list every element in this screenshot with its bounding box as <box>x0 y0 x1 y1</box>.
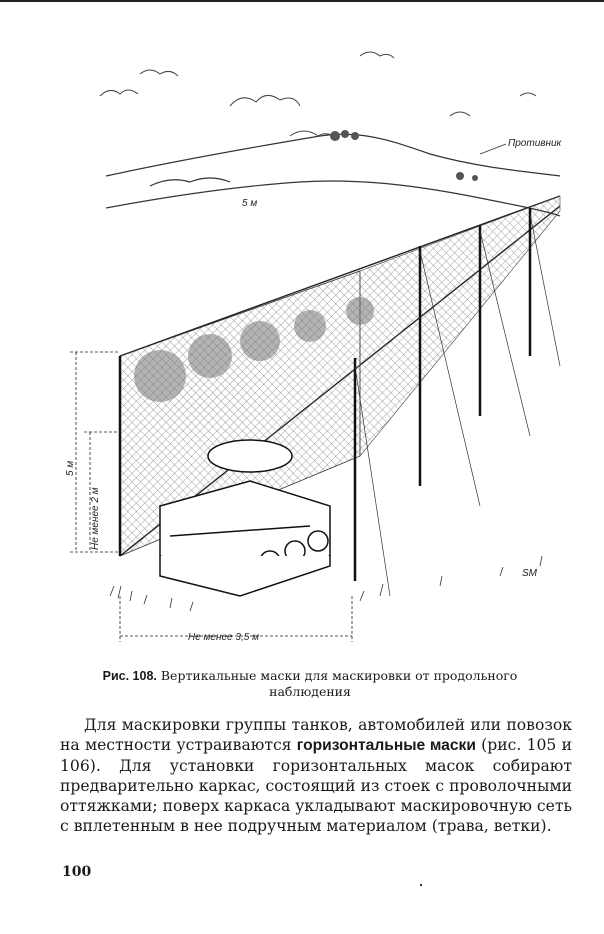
artist-signature: SM <box>522 568 537 579</box>
body-paragraph <box>60 715 572 836</box>
page-top-rule <box>0 0 604 2</box>
page-number: 100 <box>62 864 92 880</box>
camouflage-masks-drawing <box>60 36 580 656</box>
enemy-label: Противник <box>508 138 562 149</box>
body-text-part1: Для маскировки группы танков, автомобилей или повозок на местности устраиваются <box>60 716 572 754</box>
print-speck <box>420 884 422 886</box>
figure-caption-text: Вертикальные маски для маскировки от продольного наблюдения <box>160 668 518 699</box>
min-width-label: Не менее 3,5 м <box>188 632 259 643</box>
figure-caption <box>100 668 520 700</box>
figure-illustration <box>60 36 580 656</box>
spacing-label: 5 м <box>242 198 258 209</box>
body-text-part2: (рис. 105 и 106). Для установки горизонтальных масок собирают предварительно каркас, состоящий из стоек с проволочными оттяжками; поверх каркаса укладывают маскировочную сеть с вплетенным в нее подручным материалом (трава, ветки). <box>60 736 572 835</box>
height-label: 5 м <box>65 460 76 476</box>
body-text-emphasis: горизонтальные маски <box>296 737 476 754</box>
min-height-label: Не менее 2 м <box>90 487 101 550</box>
figure-number: Рис. 108. <box>102 669 157 683</box>
enemy-pointer <box>480 144 506 154</box>
